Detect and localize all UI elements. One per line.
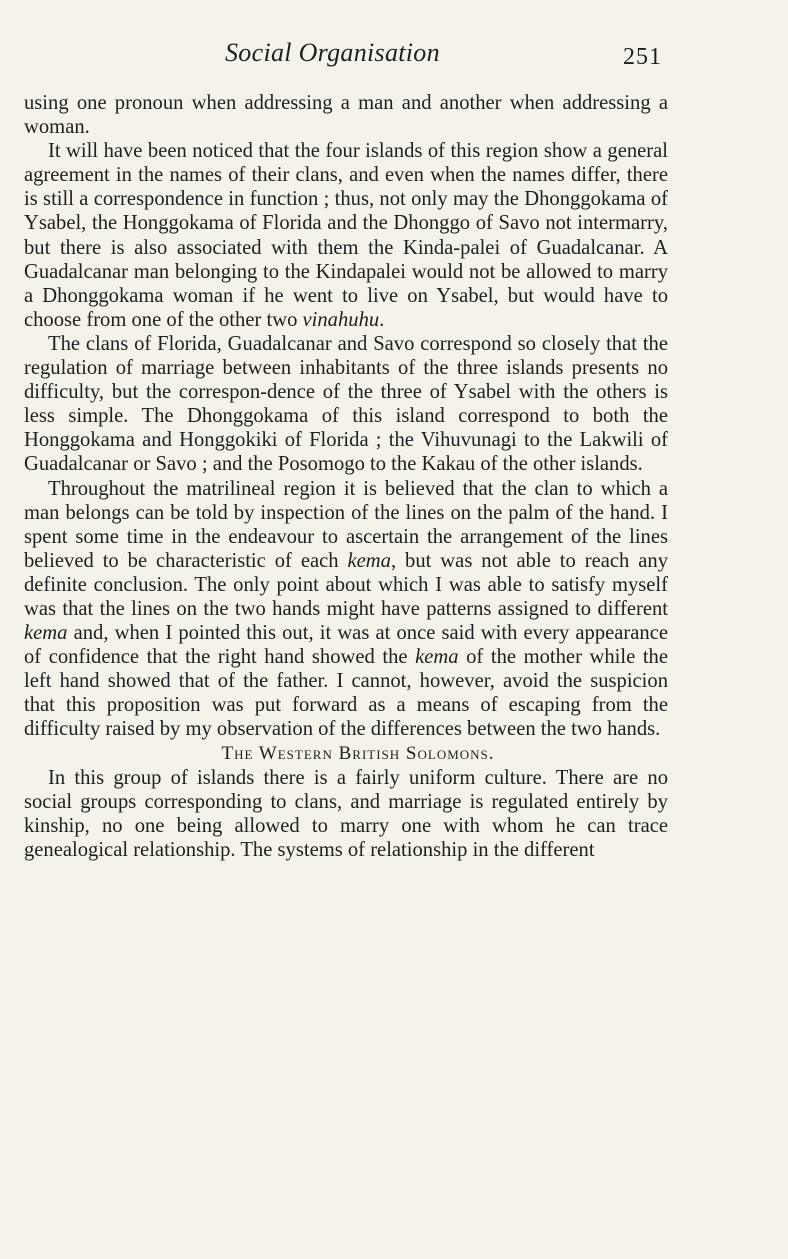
paragraph-clan-correspondence: The clans of Florida, Guadalcanar and Savo correspond so closely that the regulation of marriage between inhabitants of the three islands presents no difficulty, but the correspon-dence of the three of Ysabel with the others is less simple. The Dhonggokama of this island correspond to both the Honggokama and Honggokiki of Florida ; the Vihuvunagi to the Lakwili of Guadalcanar or Savo ; and the Posomogo to the Kakau of the other islands. [24, 332, 668, 476]
paragraph-continued: using one pronoun when addressing a man and another when addressing a woman. [24, 92, 668, 139]
paragraph-end: . [379, 308, 385, 331]
paragraph-text: of the mother while the left hand showed that of the father. I cannot, however, avoid the suspicion that this proposition was put forward as a means of escaping from the difficulty raised by my observation of the differences between the two hands. [24, 646, 668, 741]
paragraph-clan-names [24, 139, 668, 332]
term-kema: kema [415, 646, 459, 669]
running-head [0, 38, 788, 78]
paragraph-text: Throughout the matrilineal region it is believed that the clan to which a man belongs can be told by inspection of the lines on the palm of the hand. I spent some time in the endeavour to ascertain the arrangement of the lines believed to be characteristic of each [24, 477, 668, 572]
running-title: Social Organisation [225, 38, 440, 67]
page-number: 251 [623, 44, 662, 70]
term-kema: kema [347, 549, 391, 572]
section-heading: The Western British Solomons. [221, 742, 495, 764]
body-text [24, 91, 668, 862]
paragraph-text: It will have been noticed that the four islands of this region show a general agreement in the names of their clans, and even when the names differ, there is still a correspondence in function ; thus, not only may the Dhonggokama of Ysabel, the Honggokama of Florida and the Dhonggo of Savo not intermarry, but there is also associated with them the Kinda-palei of Guadalcanar. A Guadalcanar man belonging to the Kindapalei would not be allowed to marry a Dhonggokama woman if he went to live on Ysabel, but would have to choose from one of the other two [24, 140, 668, 331]
term-kema: kema [24, 622, 68, 645]
paragraph-text: and, when I pointed this out, it was at once said with every appearance of confidence that the right hand showed the [24, 622, 668, 669]
term-vinahuhu: vinahuhu [302, 308, 380, 331]
paragraph-western-solomons: In this group of islands there is a fairly uniform culture. There are no social groups corresponding to clans, and marriage is regulated entirely by kinship, no one being allowed to marry one with whom he can trace genealogical relationship. The systems of relationship in the different [24, 766, 668, 861]
paragraph-palm-lines [24, 477, 668, 742]
paragraph-text: , but was not able to reach any definite conclusion. The only point about which I was able to satisfy myself was that the lines on the two hands might have patterns assigned to different [24, 549, 668, 620]
